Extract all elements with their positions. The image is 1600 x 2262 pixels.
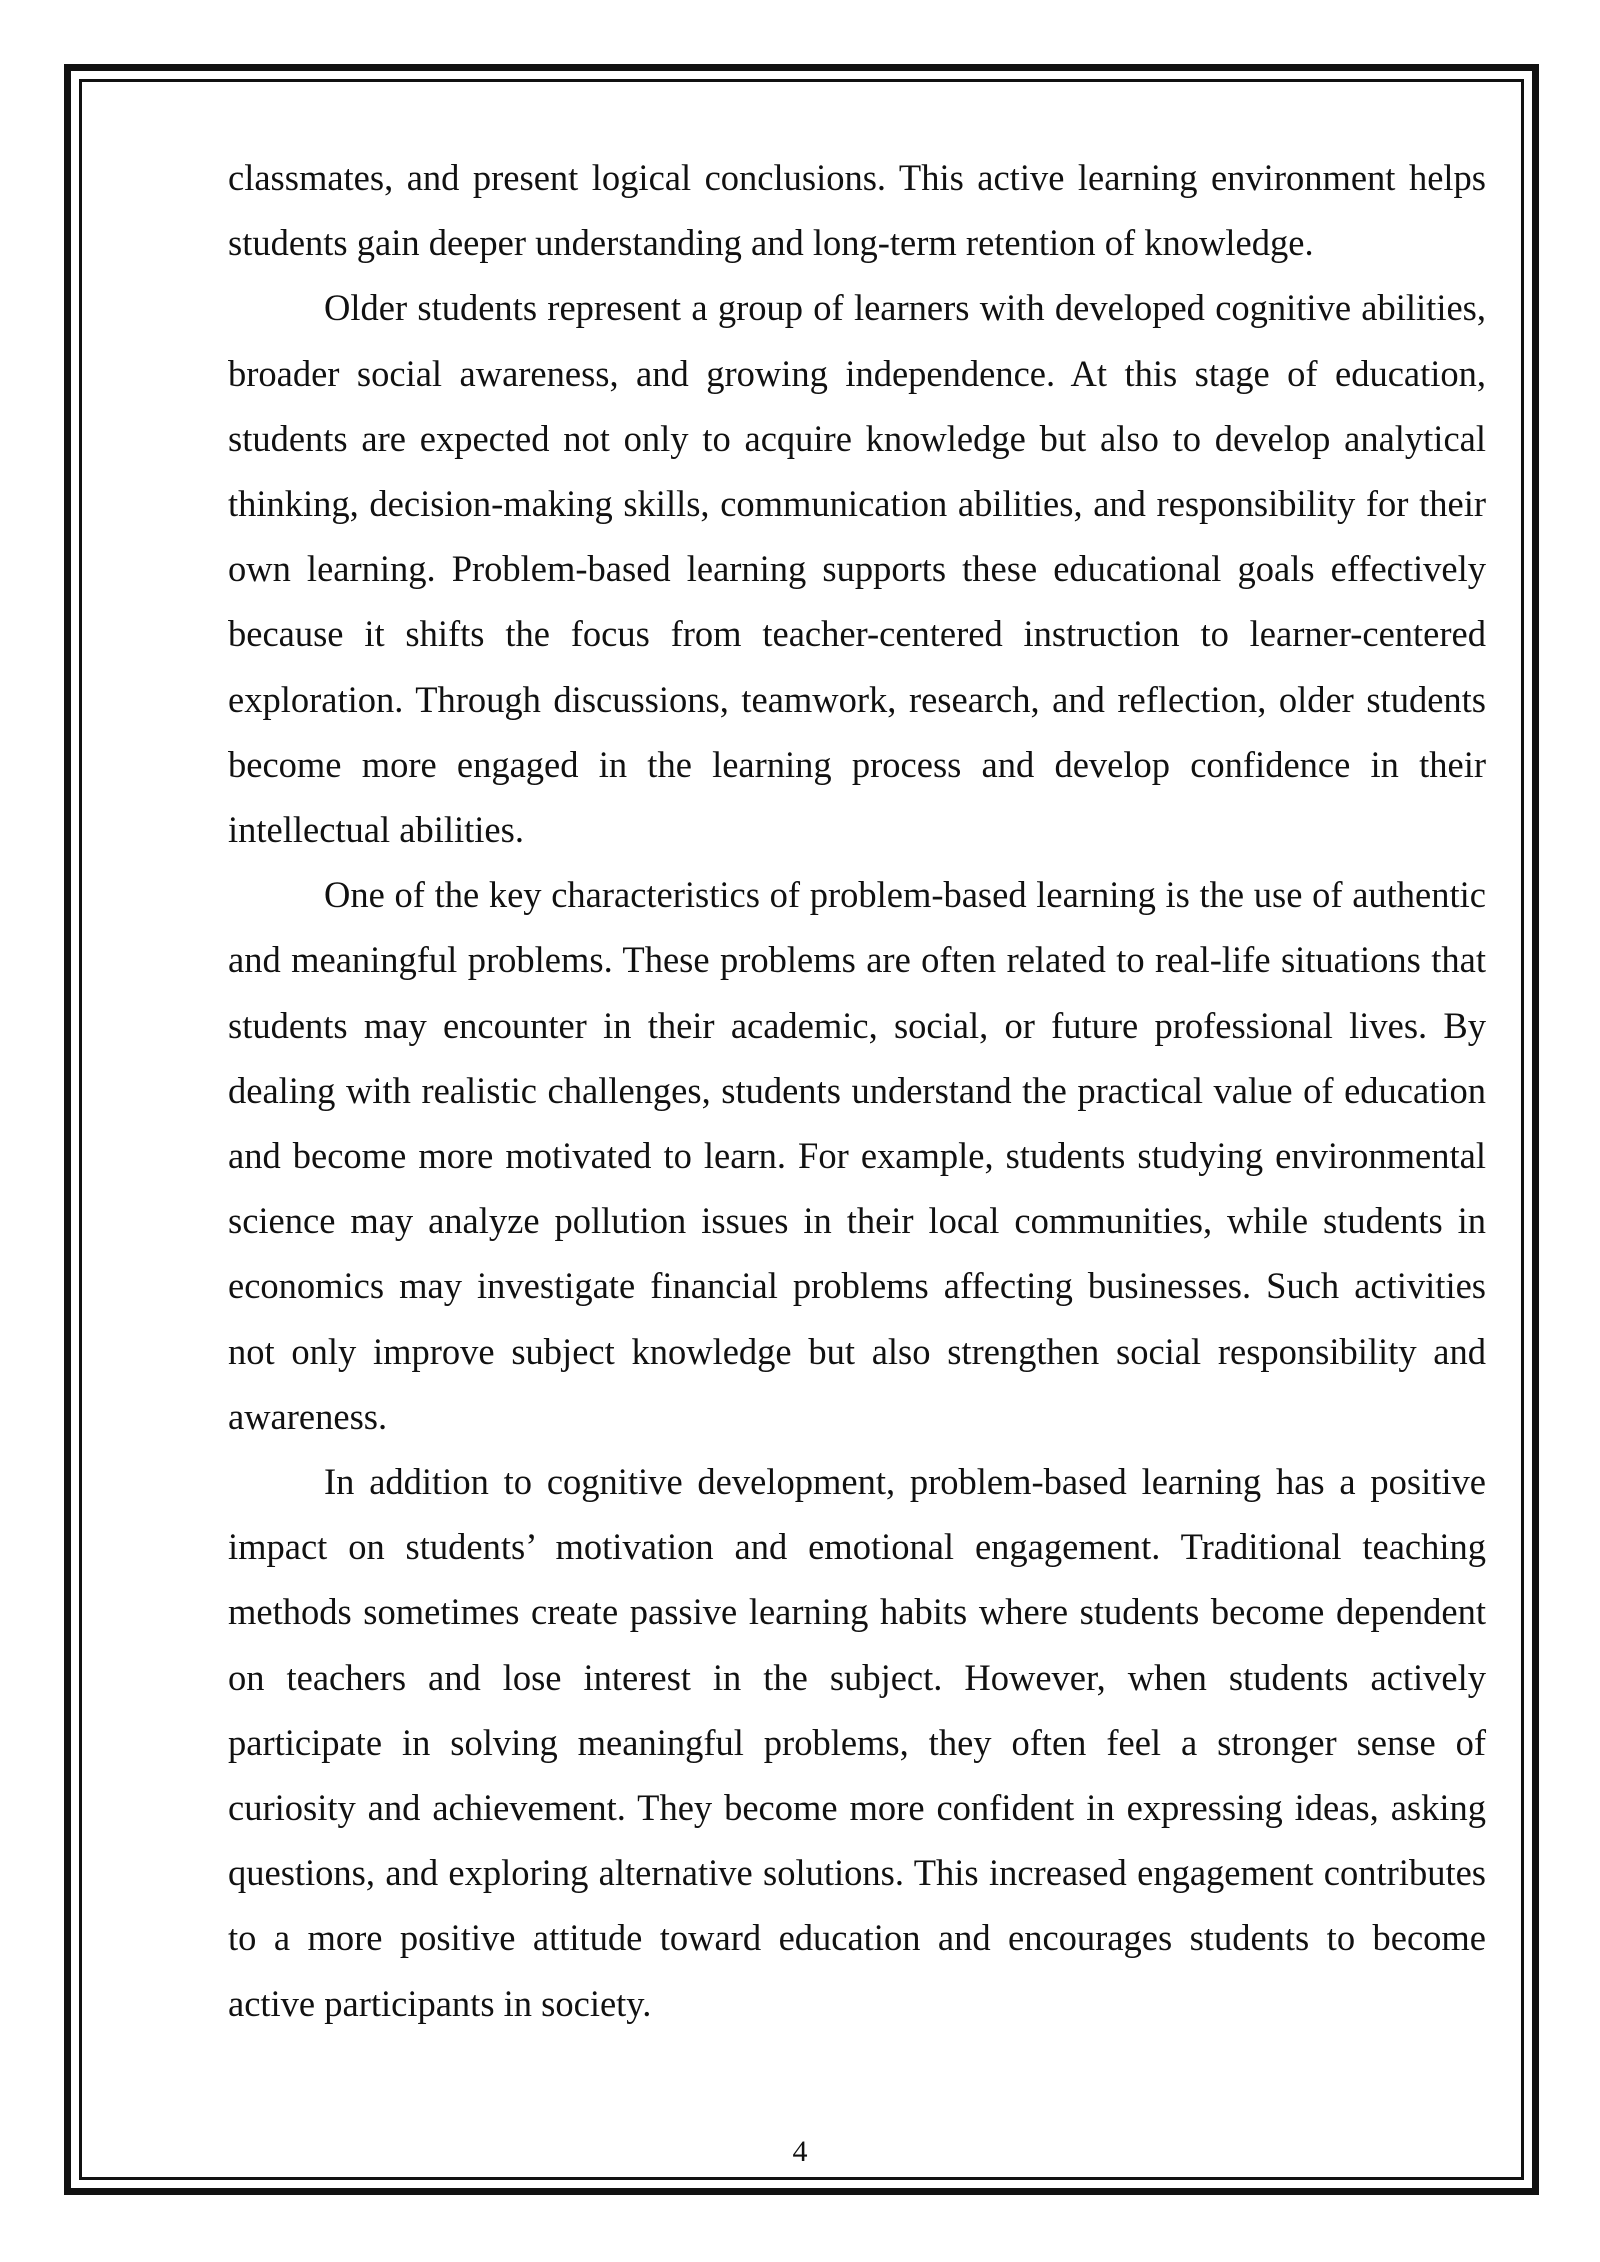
paragraph-motivation: In addition to cognitive development, problem-based learning has a positive impact on students’ motivation and emotional engagement. Traditional teaching methods sometimes create passive learning habits where students become dependent on teachers and lose interest in the subject. However, when students actively participate in solving meaningful problems, they often feel a stronger sense of curiosity and achievement. They become more confident in expressing ideas, asking questions, and exploring alternative solutions. This increased engagement contributes to a more positive attitude toward education and encourages students to become active participants in society. [228, 1461, 1486, 2024]
paragraph-older-students: Older students represent a group of learners with developed cognitive abilities, broader social awareness, and growing independence. At this stage of education, students are expected not only to acquire knowledge but also to develop analytical thinking, decision-making skills, communication abilities, and responsibility for their own learning. Problem-based learning supports these educational goals effectively because it shifts the focus from teacher-centered instruction to learner-centered exploration. Through discussions, teamwork, research, and reflection, older students become more engaged in the learning process and develop confidence in their intellectual abilities. [228, 287, 1486, 851]
page-number: 4 [792, 2135, 808, 2168]
paragraph-continuation: classmates, and present logical conclusions. This active learning environment helps students gain deeper understanding and long-term retention of knowledge. [228, 157, 1486, 264]
paragraph-authentic-problems: One of the key characteristics of problem-based learning is the use of authentic and meaningful problems. These problems are often related to real-life situations that students may encounter in their academic, social, or future professional lives. By dealing with realistic challenges, students understand the practical value of education and become more motivated to learn. For example, students studying environmental science may analyze pollution issues in their local communities, while students in economics may investigate financial problems affecting businesses. Such activities not only improve subject knowledge but also strengthen social responsibility and awareness. [228, 874, 1486, 1437]
document-body [228, 145, 1486, 2036]
